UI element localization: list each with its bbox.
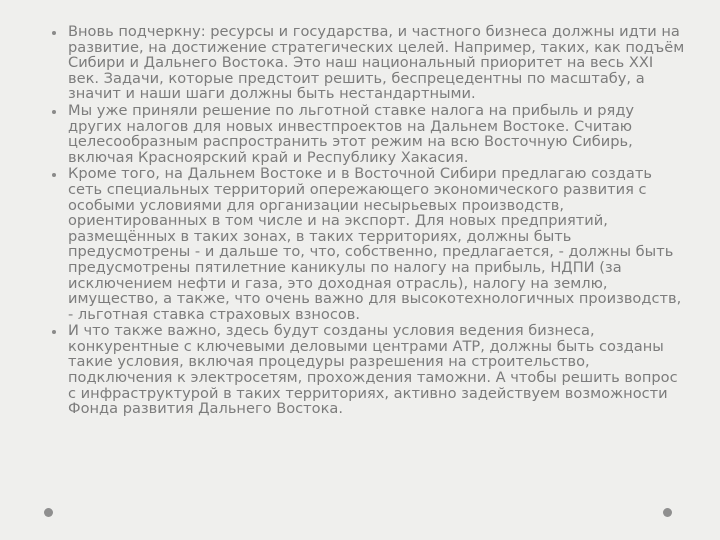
decorative-dot-icon <box>663 508 672 517</box>
bullet-item-4 <box>46 323 686 417</box>
bullet-dot-icon <box>52 31 56 35</box>
bullet-text: Вновь подчеркну: ресурсы и государства, и частного бизнеса должны идти на развитие, на достижение стратегических целей. Например, таких, как подъём Сибири и Дальнего Востока. Это наш национальный приоритет на весь XXI век. Задачи, которые предстоит решить, беспрецедентны по масштабу, а значит и наши шаги должны быть нестандартными. <box>68 23 685 103</box>
bullet-dot-icon <box>52 330 56 334</box>
bullet-text: Кроме того, на Дальнем Востоке и в Восточной Сибири предлагаю создать сеть специальных территорий опережающего экономического развития с особыми условиями для организации несырьевых производств, ориентированных в том числе и на экспорт. Для новых предприятий, размещённых в таких зонах, в таких территориях, должны быть предусмотрены - и дальше то, что, собственно, предлагается, - должны быть предусмотрены пятилетние каникулы по налогу на прибыль, НДПИ (за исключением нефти и газа, это доходная отрасль), налогу на землю, имущество, а также, что очень важно для высокотехнологичных производств, - льготная ставка страховых взносов. <box>68 165 682 323</box>
bullet-list <box>46 24 686 418</box>
bullet-text: И что также важно, здесь будут созданы условия ведения бизнеса, конкурентные с ключевыми деловыми центрами АТР, должны быть созданы такие условия, включая процедуры разрешения на строительство, подключения к электросетям, прохождения таможни. А чтобы решить вопрос с инфраструктурой в таких территориях, активно задействуем возможности Фонда развития Дальнего Востока. <box>68 322 678 418</box>
bullet-text: Мы уже приняли решение по льготной ставке налога на прибыль и ряду других налогов для новых инвестпроектов на Дальнем Востоке. Считаю целесообразным распространить этот режим на всю Восточную Сибирь, включая Красноярский край и Республику Хакасия. <box>68 101 635 166</box>
bullet-item-2 <box>46 103 686 165</box>
bullet-dot-icon <box>52 110 56 114</box>
bullet-dot-icon <box>52 173 56 177</box>
bullet-item-1 <box>46 24 686 102</box>
bullet-item-3 <box>46 166 686 322</box>
decorative-dot-icon <box>44 508 53 517</box>
